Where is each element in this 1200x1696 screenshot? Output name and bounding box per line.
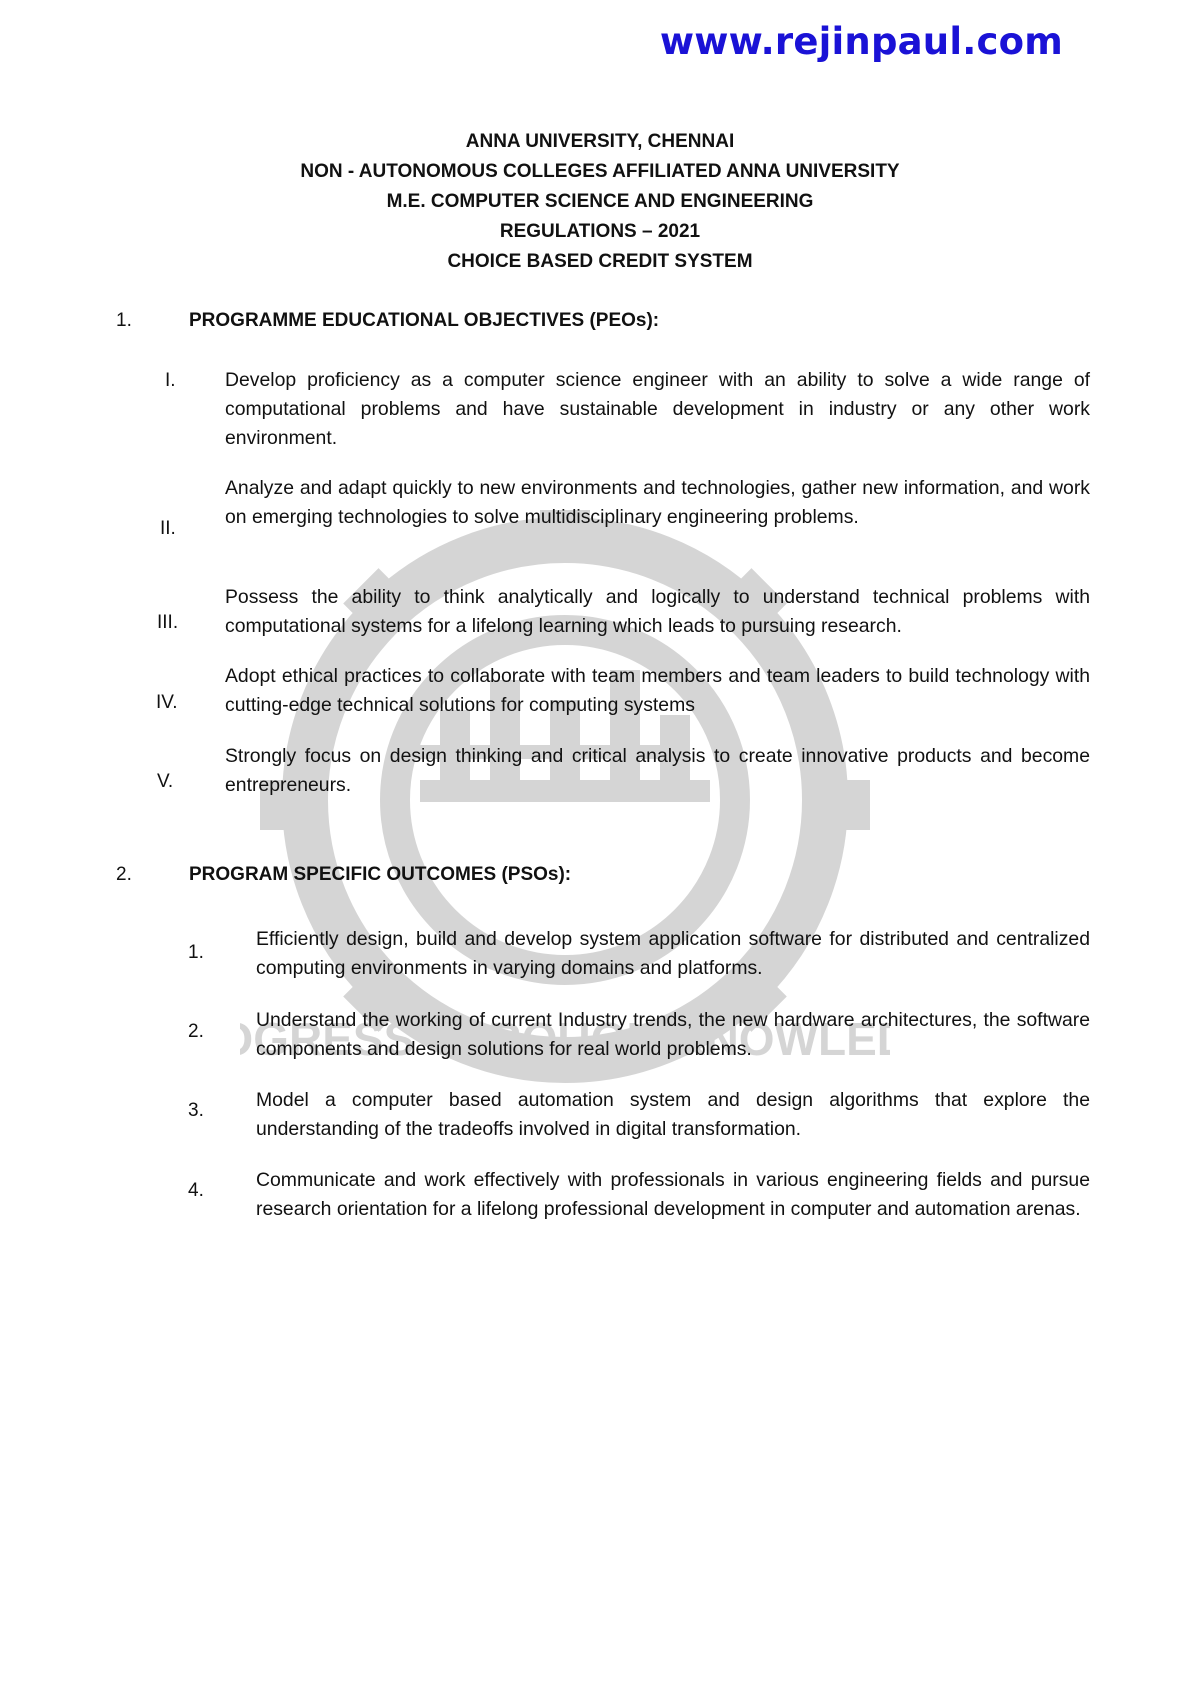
header-regulations: REGULATIONS – 2021 [499,221,701,242]
section-number: 2. [116,864,132,885]
peo-marker: III. [157,612,179,633]
site-url-link[interactable]: www.rejinpaul.com [659,20,1063,63]
document-header [0,127,1200,277]
section-heading-peos: PROGRAMME EDUCATIONAL OBJECTIVES (PEOs): [189,310,660,331]
section-number: 1. [116,310,132,331]
pso-marker: 4. [188,1180,204,1201]
peo-item: Strongly focus on design thinking and critical analysis to create innovative products and become entrepreneurs. [225,745,1090,796]
header-affiliation: NON - AUTONOMOUS COLLEGES AFFILIATED ANNA UNIVERSITY [300,161,900,182]
pso-marker: 2. [188,1021,204,1042]
pso-marker: 3. [188,1100,204,1121]
pso-item: Efficiently design, build and develop system application software for distributed and centralized computing environments in varying domains and platforms. [256,928,1090,979]
header-credit-system: CHOICE BASED CREDIT SYSTEM [447,251,753,272]
header-university: ANNA UNIVERSITY, CHENNAI [465,131,735,152]
peo-marker: I. [165,370,176,391]
peo-item: Analyze and adapt quickly to new environments and technologies, gather new information, and work on emerging technologies to solve multidisciplinary engineering problems. [225,477,1090,528]
peo-item: Possess the ability to think analytically and logically to understand technical problems with computational systems for a lifelong learning which leads to pursuing research. [225,586,1090,637]
peo-marker: V. [157,771,174,792]
pso-marker: 1. [188,942,204,963]
header-programme: M.E. COMPUTER SCIENCE AND ENGINEERING [386,191,814,212]
pso-item: Understand the working of current Industry trends, the new hardware architectures, the software components and design solutions for real world problems. [256,1009,1090,1060]
peo-marker: IV. [156,692,178,713]
peo-item: Adopt ethical practices to collaborate with team members and team leaders to build technology with cutting-edge technical solutions for computing systems [225,665,1090,716]
pso-item: Communicate and work effectively with professionals in various engineering fields and pursue research orientation for a lifelong professional development in computer and automation arenas. [256,1169,1090,1220]
section-heading-psos: PROGRAM SPECIFIC OUTCOMES (PSOs): [189,864,572,885]
peo-item: Develop proficiency as a computer science engineer with an ability to solve a wide range of computational problems and have sustainable development in industry or any other work environment. [225,369,1090,449]
peo-marker: II. [160,518,176,539]
pso-item: Model a computer based automation system and design algorithms that explore the understanding of the tradeoffs involved in digital transformation. [256,1089,1090,1140]
watermark-motto: GRESS THROUGH KNOWLE [253,1013,877,1065]
